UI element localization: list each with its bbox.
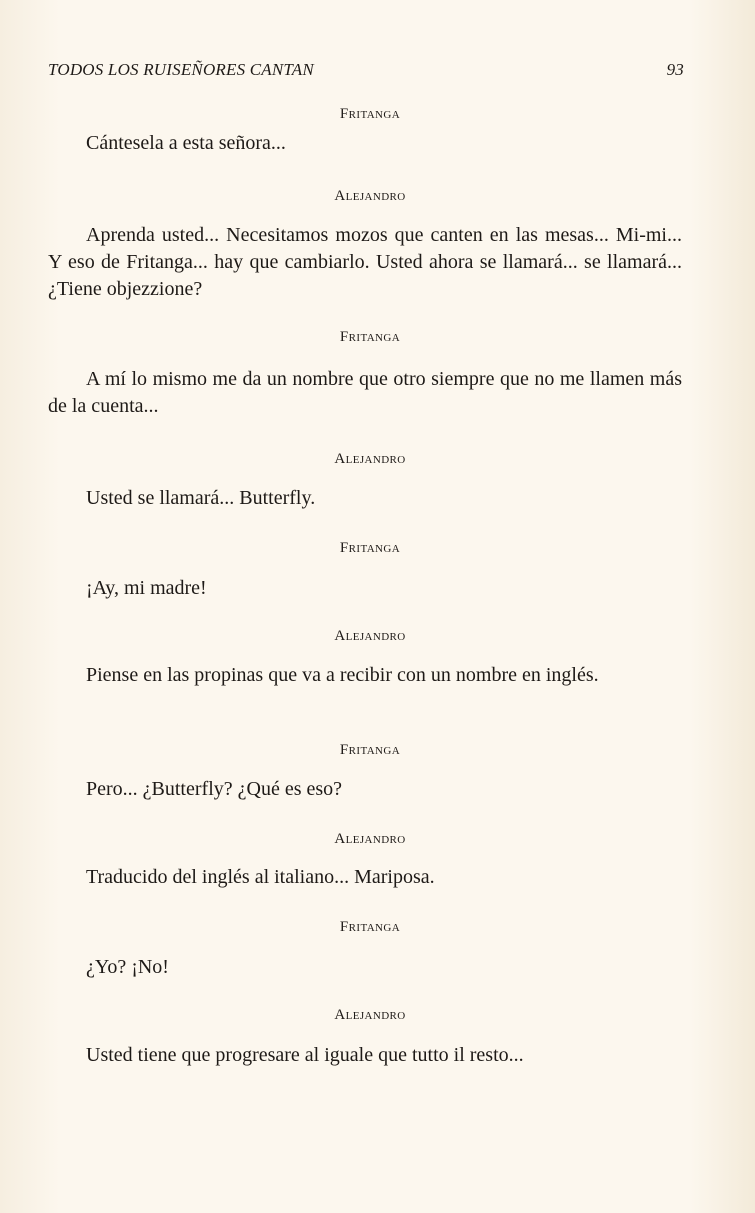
dialogue-line: ¡Ay, mi madre! (86, 577, 207, 599)
dialogue-line: A mí lo mismo me da un nombre que otro siempre que no me llamen más de la cuenta... (48, 368, 682, 417)
speaker-name: Fritanga (339, 742, 401, 758)
speaker-name: Alejandro (334, 1007, 406, 1023)
speaker-name: Alejandro (334, 451, 406, 467)
dialogue-line: Cántesela a esta señora... (86, 132, 286, 154)
dialogue-line: Usted se llamará... Butterfly. (86, 487, 316, 509)
dialogue-line: ¿Yo? ¡No! (86, 956, 169, 978)
speaker-name: Fritanga (339, 540, 401, 556)
dialogue-line: Pero... ¿Butterfly? ¿Qué es eso? (86, 778, 343, 800)
dialogue-line: Piense en las propinas que va a recibir con un nombre en inglés. (86, 664, 599, 686)
speaker-name: Alejandro (334, 188, 406, 204)
page-header (48, 60, 684, 80)
running-title: TODOS LOS RUISEÑORES CANTAN (48, 60, 314, 79)
dialogue-line: Usted tiene que progresare al iguale que tutto il resto... (86, 1044, 524, 1066)
speaker-name: Fritanga (339, 329, 401, 345)
speaker-name: Alejandro (334, 628, 406, 644)
dialogue-line: Traducido del inglés al italiano... Mariposa. (86, 866, 435, 888)
dialogue-line: Aprenda usted... Necesitamos mozos que canten en las mesas... Mi-mi... Y eso de Fritanga... hay que cambiarlo. Usted ahora se llamará... se llamará... ¿Tiene objezzione? (48, 224, 682, 300)
speaker-name: Fritanga (339, 919, 401, 935)
page-number: 93 (666, 60, 684, 79)
speaker-name: Fritanga (339, 106, 401, 122)
speaker-name: Alejandro (334, 831, 406, 847)
